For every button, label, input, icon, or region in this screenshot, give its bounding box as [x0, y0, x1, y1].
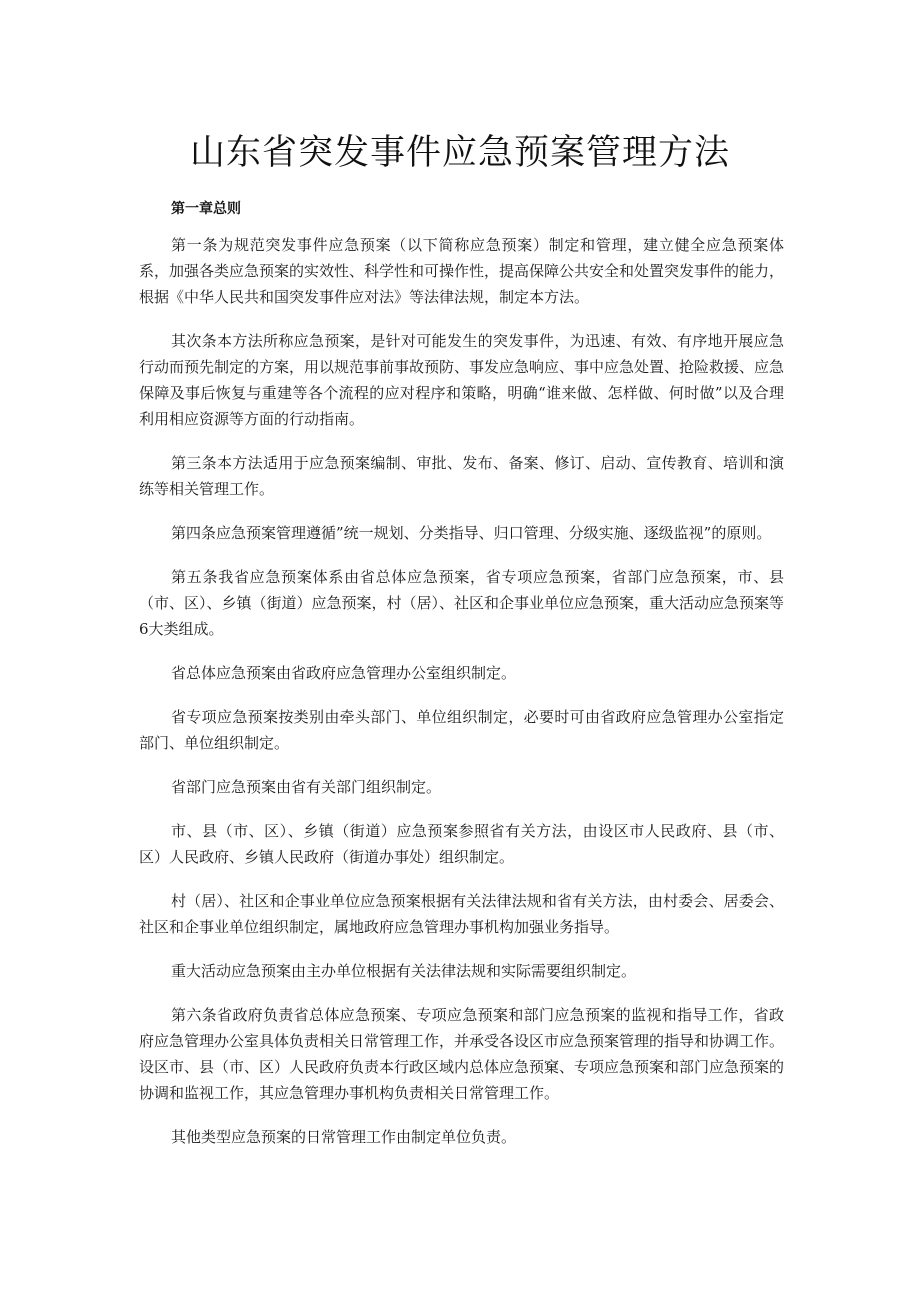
document-body: [139, 232, 784, 1168]
article-5-paragraph: 第五条我省应急预案体系由省总体应急预案，省专项应急预案，省部门应急预案，市、县（市、区）、乡镇（街道）应急预案，村（居）、社区和企事业单位应急预案，重大活动应急预案等6大类组成。: [139, 568, 785, 638]
article-4-paragraph: 第四条应急预案管理遵循”统一规划、分类指导、归口管理、分级实施、逐级监视”的原则。: [171, 524, 772, 542]
provincial-department-plan-paragraph: 省部门应急预案由省有关部门组织制定。: [171, 778, 442, 796]
article-2-paragraph: 其次条本方法所称应急预案，是针对可能发生的突发事件，为迅速、有效、有序地开展应急行动而预先制定的方案，用以规范事前事故预防、事发应急响应、事中应急处置、抢险救援、应急保障及事后恢复与重建等各个流程的应对程序和策略，明确“谁来做、怎样做、何时做”以及合理利用相应资源等方面的行动指南。: [139, 332, 785, 428]
city-county-plan-paragraph: 市、县（市、区）、乡镇（街道）应急预案参照省有关方法，由设区市人民政府、县（市、区）人民政府、乡镇人民政府（街道办事处）组织制定。: [139, 822, 784, 866]
major-event-plan-paragraph: 重大活动应急预案由主办单位根据有关法律法规和实际需要组织制定。: [171, 962, 637, 980]
village-enterprise-plan-paragraph: 村（居）、社区和企事业单位应急预案根据有关法律法规和省有关方法，由村委会、居委会、社区和企事业单位组织制定，属地政府应急管理办事机构加强业务指导。: [139, 892, 784, 936]
article-3-paragraph: 第三条本方法适用于应急预案编制、审批、发布、备案、修订、启动、宣传教育、培训和演练等相关管理工作。: [139, 454, 784, 498]
article-1-paragraph: 第一条为规范突发事件应急预案（以下简称应急预案）制定和管理，建立健全应急预案体系，加强各类应急预案的实效性、科学性和可操作性，提高保障公共安全和处置突发事件的能力，根据《中华人民共和国突发事件应对法》等法律法规，制定本方法。: [139, 236, 785, 306]
article-6-paragraph: 第六条省政府负责省总体应急预案、专项应急预案和部门应急预案的监视和指导工作，省政府应急管理办公室具体负责相关日常管理工作，并承受各设区市应急预案管理的指导和协调工作。设区市、县（市、区）人民政府负责本行政区域内总体应急预窠、专项应急预案和部门应急预案的协调和监视工作，其应急管理办事机构负责相关日常管理工作。: [139, 1006, 785, 1102]
provincial-special-plan-paragraph: 省专项应急预案按类别由牵头部门、单位组织制定，必要时可由省政府应急管理办公室指定部门、单位组织制定。: [139, 708, 784, 752]
other-plans-paragraph: 其他类型应急预案的日常管理工作由制定单位负责。: [171, 1128, 517, 1146]
provincial-overall-plan-paragraph: 省总体应急预案由省政府应急管理办公室组织制定。: [171, 664, 517, 682]
document-title: 山东省突发事件应急预案管理方法: [189, 133, 730, 173]
chapter-heading: 第一章总则: [171, 201, 241, 217]
